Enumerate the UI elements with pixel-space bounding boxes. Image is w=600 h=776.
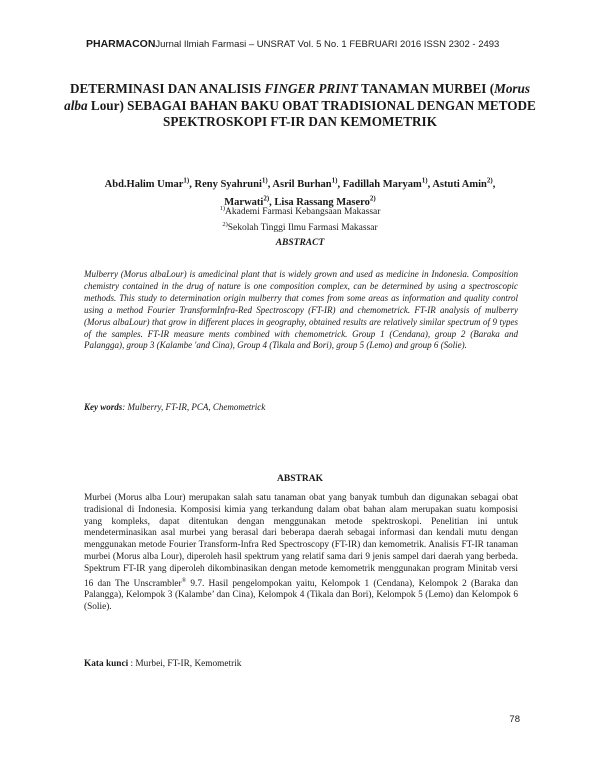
author: Astuti Amin$^{2)}$, — [432, 176, 496, 190]
title-part: Lour) SEBAGAI BAHAN BAKU OBAT TRADISIONAL DENGAN METODE SPEKTROSKOPI FT-IR DAN KEMOMETRIK — [87, 97, 536, 129]
author: Marwati$^{2)}$, — [224, 194, 275, 208]
author: Fadillah Maryam$^{1)}$, — [342, 176, 433, 190]
keywords-text: : Mulberry, FT-IR, PCA, Chemometrick — [122, 402, 266, 412]
abstract-body: Mulberry (Morus albaLour) is amedicinal plant that is widely grown and used as medicine in Indonesia. Composition chemistry contained in the drug of nature is one composition complex, can be determined by using a spectroscopic methods. This study to determination origin mulberry that comes from some areas as information and quality control using a method Fourier TransformInfra-Red Spectroscopy (FT-IR) and chemometrick. FT-IR analysis of mulberry (Morus albaLour) that grow in different places in geography, obtained results are relatively similar spectrum of 9 types of the samples. FT-IR measure ments combined with chemometrick. Group 1 (Cendana), group 2 (Baraka and Palangga), group 3 (Kalambe 'and Cina), Group 4 (Tikala and Bori), group 5 (Lemo) and group 6 (Solie). — [84, 269, 518, 351]
abstract-keywords — [84, 402, 518, 412]
journal-info: Jurnal Ilmiah Farmasi – UNSRAT Vol. 5 No. 1 FEBRUARI 2016 ISSN 2302 - 2493 — [155, 39, 500, 50]
author: Reny Syahruni$^{1)}$, — [194, 176, 273, 190]
title-part: TANAMAN MURBEI ( — [357, 81, 495, 96]
affiliation-list — [150, 203, 450, 234]
abstract-heading: ABSTRACT — [275, 238, 325, 248]
abstrak-heading: ABSTRAK — [277, 474, 323, 484]
author: Lisa Rassang Masero$^{2)}$ — [274, 194, 376, 208]
kata-kunci-label: Kata kunci — [84, 659, 129, 669]
paper-title — [60, 81, 540, 131]
author: Abd.Halim Umar$^{1)}$, — [104, 176, 195, 190]
affiliation: $^{2)}$Sekolah Tinggi Ilmu Farmasi Makassar — [222, 220, 378, 233]
author: Asril Burhan$^{1)}$, — [272, 176, 343, 190]
keywords-label: Key words — [84, 402, 123, 412]
title-part: DETERMINASI DAN ANALISIS — [69, 81, 265, 96]
title-italic-part: Morus alba — [64, 81, 531, 113]
page-number: 78 — [509, 714, 520, 725]
journal-name: PHARMACON — [86, 38, 156, 50]
journal-header — [86, 38, 546, 50]
title-italic-part: FINGER PRINT — [264, 81, 358, 96]
abstrak-body: Murbei (Morus alba Lour) merupakan salah satu tanaman obat yang banyak tumbuh dan digunakan sebagai obat tradisional di Indonesia. Komposisi kimia yang terkandung dalam obat bahan alam merupakan suatu komposisi yang kompleks, dapat ditentukan dengan menggunakan metode spektroskopi. Penelitian ini untuk mendeterminasikan asal murbei yang berasal dari beberapa daerah sebagai informasi dan kendali mutu dengan menggunakan metode Fourier Transform-Infra Red Spectroscopy (FT-IR) dan kemometrik. Analisis FT-IR tanaman murbei (Morus alba Lour), diperoleh hasil spektrum yang relatif sama dari 9 jenis sampel dari daerah yang berbeda. Spektrum FT-IR yang diperoleh dikombinasikan dengan metode kemometrik menggunakan program Minitab versi 16 dan The Unscrambler® 9.7. Hasil pengelompokan yaitu, Kelompok 1 (Cendana), Kelompok 2 (Baraka dan Palangga), Kelompok 3 (Kalambe’ dan Cina), Kelompok 4 (Tikala dan Bori), Kelompok 5 (Lemo) dan Kelompok 6 (Solie). — [84, 493, 518, 613]
affiliation: $^{1)}$Akademi Farmasi Kebangsaan Makassar — [219, 205, 381, 218]
abstrak-keywords — [84, 659, 518, 669]
kata-kunci-text: : Murbei, FT-IR, Kemometrik — [128, 659, 242, 669]
